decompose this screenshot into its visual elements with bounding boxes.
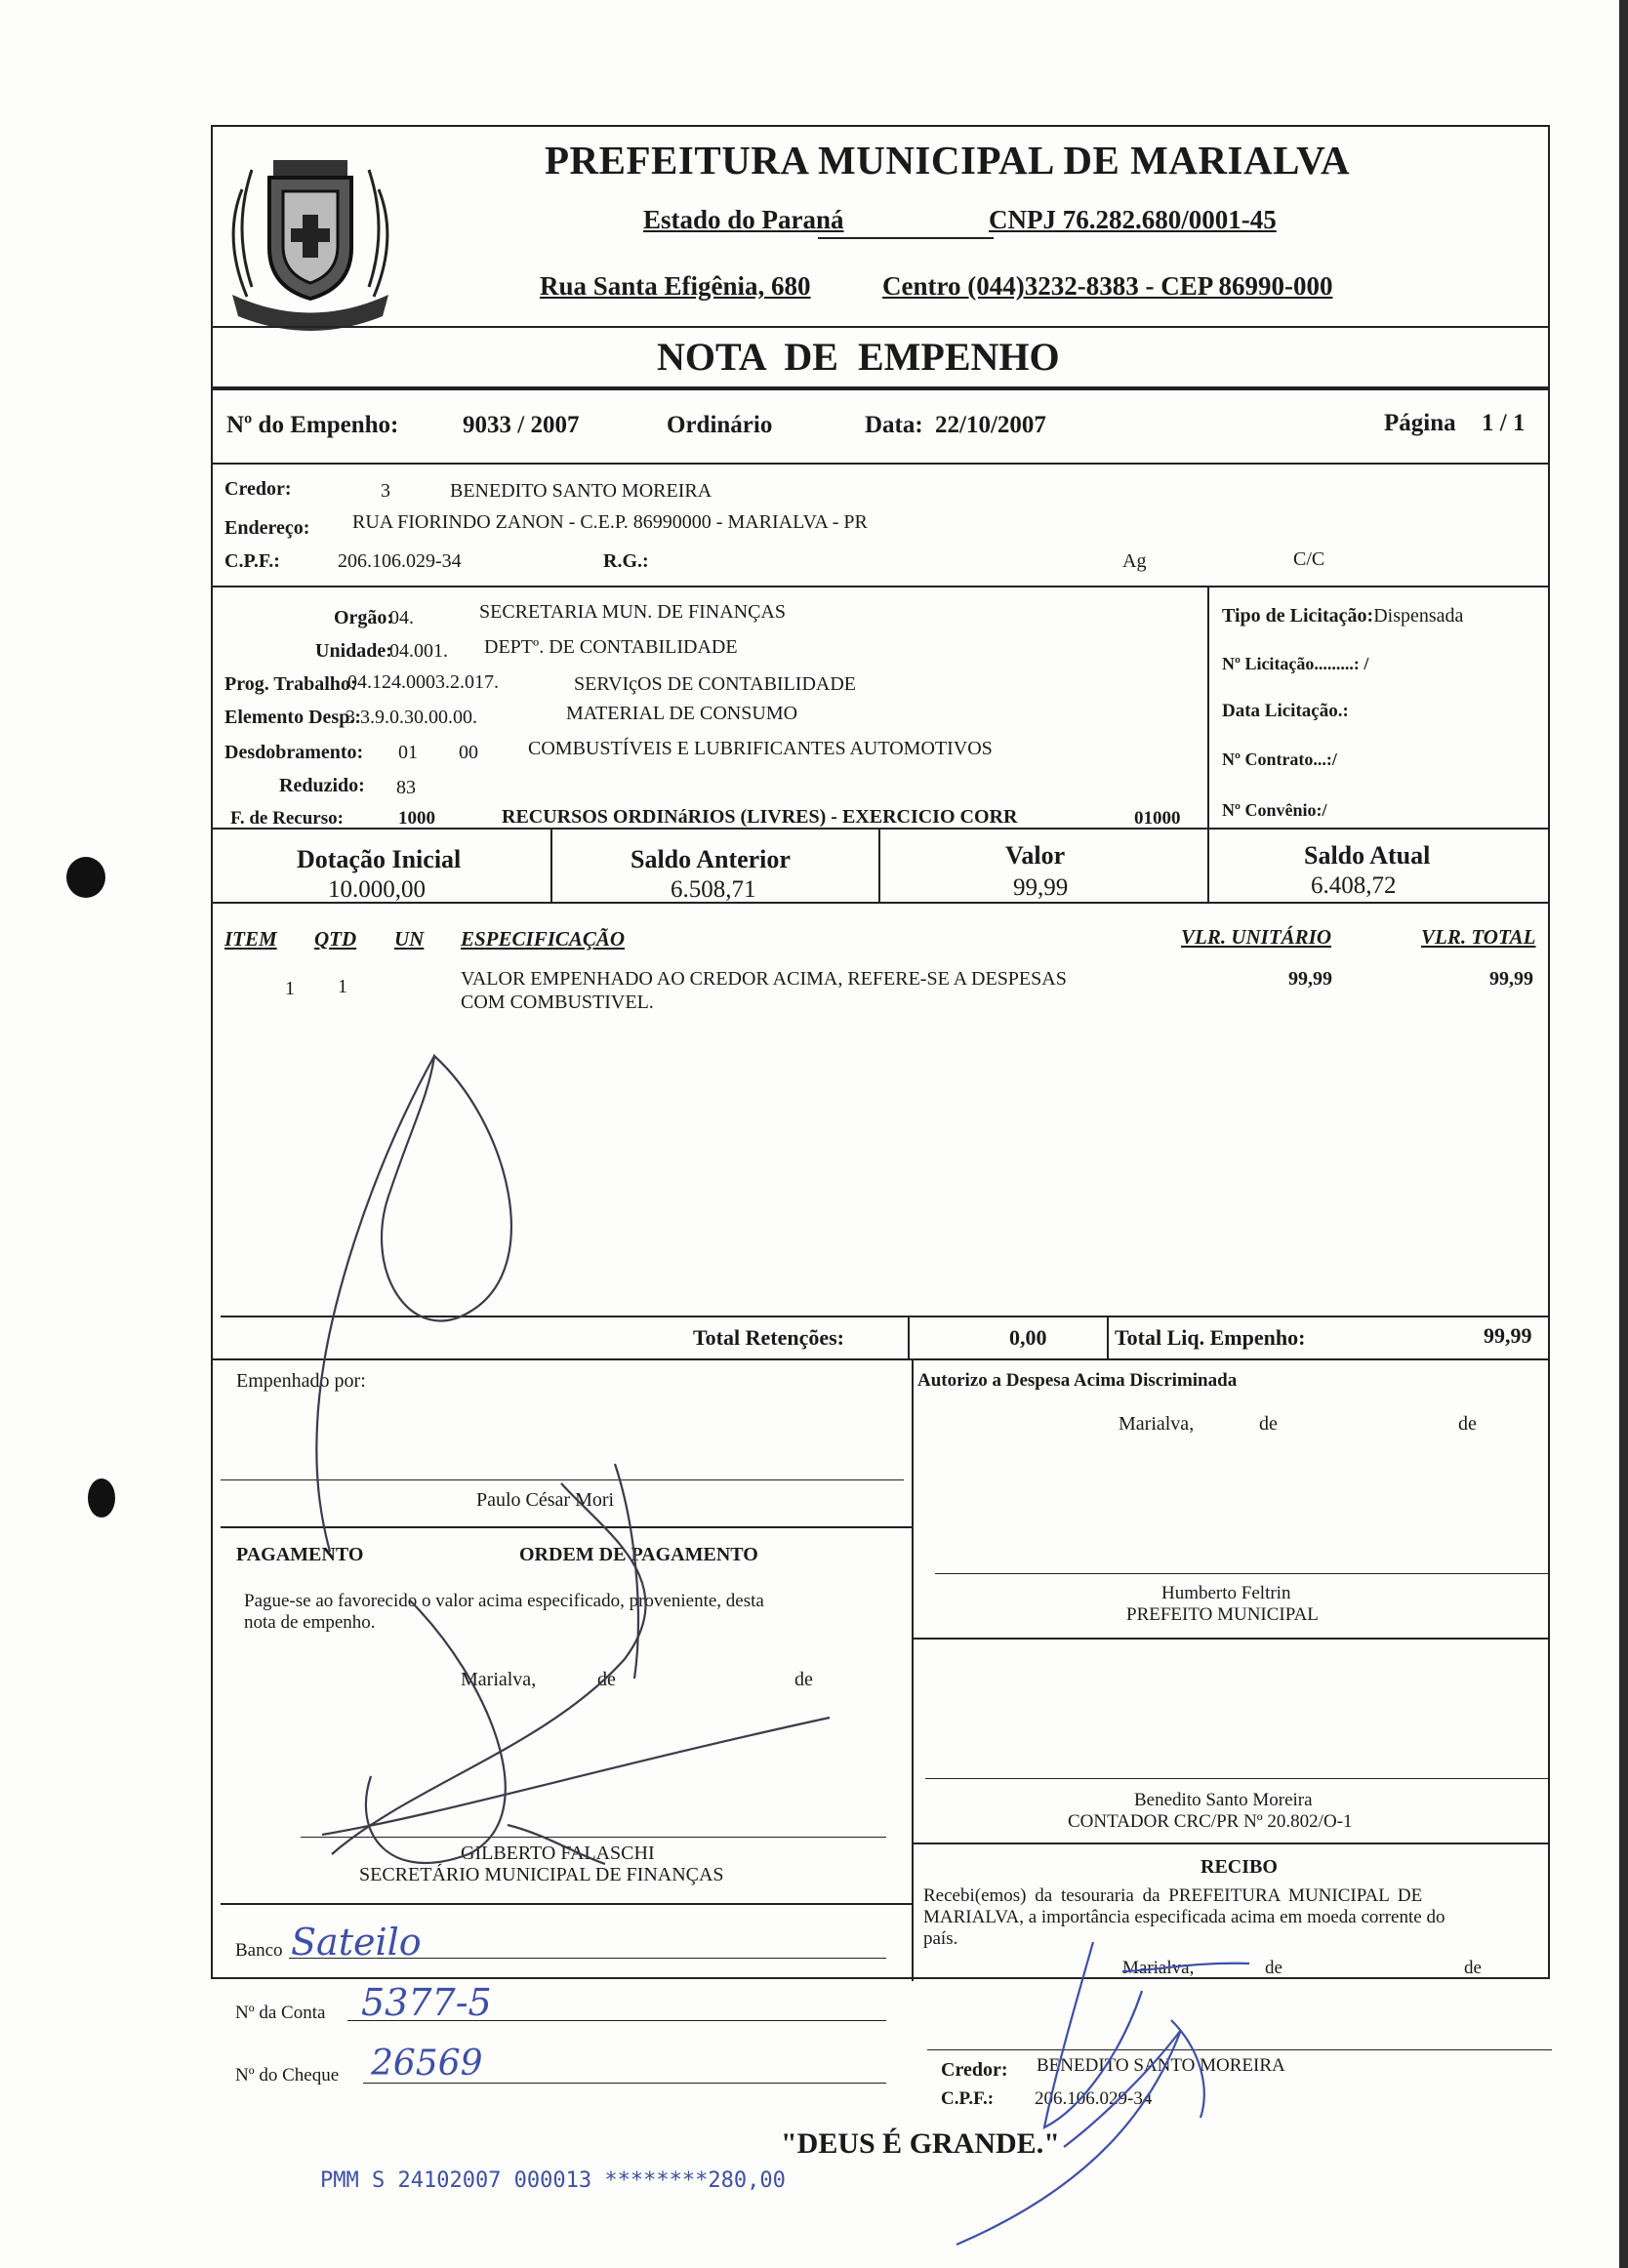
- recibo-marialva: Marialva,: [1122, 1958, 1195, 1978]
- recibo-cpf: 206.106.029-34: [1035, 2088, 1153, 2109]
- unidade-name: DEPTº. DE CONTABILIDADE: [484, 636, 738, 658]
- autorizo-marialva: Marialva,: [1119, 1413, 1195, 1435]
- banco-label: Banco: [235, 1940, 283, 1961]
- page-number: 1 / 1: [1482, 410, 1526, 436]
- footer-motto: "DEUS É GRANDE.": [781, 2127, 1060, 2160]
- pagamento-marialva: Marialva,: [461, 1669, 537, 1690]
- empenho-date: 22/10/2007: [935, 412, 1046, 438]
- recurso-label: F. de Recurso:: [230, 808, 344, 829]
- district-phone-cep: Centro (044)3232-8383 - CEP 86990-000: [882, 271, 1333, 301]
- reduzido-label: Reduzido:: [279, 775, 365, 796]
- state-name: Estado do Paraná: [643, 205, 844, 234]
- empenhado-por-label: Empenhado por:: [236, 1370, 366, 1392]
- credor-cpf: 206.106.029-34: [338, 550, 462, 572]
- recibo-text-line1: Recebi(emos) da tesouraria da PREFEITURA MUNICIPAL DE: [923, 1885, 1423, 1906]
- elemento-name: MATERIAL DE CONSUMO: [566, 703, 798, 724]
- street-address: Rua Santa Efigênia, 680: [540, 271, 811, 301]
- recibo-text-line2: MARIALVA, a importância especificada acima em moeda corrente do: [923, 1907, 1445, 1927]
- contador-title: CONTADOR CRC/PR Nº 20.802/O-1: [1068, 1811, 1353, 1832]
- reduzido-value: 83: [396, 777, 416, 798]
- desdobramento-name: COMBUSTÍVEIS E LUBRIFICANTES AUTOMOTIVOS: [528, 738, 993, 759]
- cheque-handwritten: 26569: [371, 2044, 483, 2084]
- recurso-code2: 01000: [1134, 808, 1181, 829]
- org-name: PREFEITURA MUNICIPAL DE MARIALVA: [545, 138, 1351, 182]
- ordem-pagamento-label: ORDEM DE PAGAMENTO: [519, 1544, 758, 1565]
- pagamento-text-line1: Pague-se ao favorecido o valor acima especificado, proveniente, desta: [244, 1591, 764, 1611]
- document-title: NOTA DE EMPENHO: [657, 335, 1060, 379]
- page-label: Página: [1384, 410, 1456, 436]
- empenho-number-label: Nº do Empenho:: [226, 412, 399, 438]
- prog-code: 04.124.0003.2.017.: [347, 671, 499, 693]
- orgao-label: Orgão:: [334, 607, 394, 628]
- empenho-number: 9033 / 2007: [463, 412, 580, 438]
- tipo-licitacao-value: Dispensada: [1373, 605, 1464, 627]
- endereco-label: Endereço:: [224, 517, 310, 539]
- valor-value: 99,99: [1013, 874, 1069, 901]
- convenio-label: Nº Convênio:/: [1222, 800, 1327, 820]
- secretario-title: SECRETÁRIO MUNICIPAL DE FINANÇAS: [359, 1864, 724, 1885]
- recurso-name: RECURSOS ORDINáRIOS (LIVRES) - EXERCICIO CORR: [502, 806, 1018, 828]
- bank-stamp: PMM S 24102007 000013 ********280,00: [320, 2168, 786, 2193]
- valor-label: Valor: [1005, 841, 1066, 870]
- credor-code: 3: [381, 480, 390, 502]
- conta-handwritten: 5377-5: [361, 1981, 492, 2024]
- pagamento-de-1: de: [597, 1669, 616, 1690]
- pagamento-text-line2: nota de empenho.: [244, 1612, 376, 1633]
- elemento-code: 3.3.9.0.30.00.00.: [346, 707, 477, 728]
- ag-label: Ag: [1122, 550, 1147, 572]
- credor-name: BENEDITO SANTO MOREIRA: [450, 480, 712, 502]
- prefeito-name: Humberto Feltrin: [1161, 1583, 1291, 1603]
- recibo-de-1: de: [1265, 1958, 1282, 1978]
- prog-name: SERVIçOS DE CONTABILIDADE: [574, 673, 856, 695]
- recibo-de-2: de: [1464, 1958, 1482, 1978]
- saldo-anterior-value: 6.508,71: [671, 876, 756, 903]
- cnpj: CNPJ 76.282.680/0001-45: [989, 205, 1277, 234]
- col-spec-header: ESPECIFICAÇÃO: [461, 927, 626, 951]
- cc-label: C/C: [1293, 548, 1325, 570]
- prog-label: Prog. Trabalho:: [224, 673, 357, 695]
- col-item-header: ITEM: [224, 927, 277, 951]
- recibo-cpf-label: C.P.F.:: [941, 2088, 995, 2109]
- unidade-code: 04.001.: [389, 640, 448, 662]
- elemento-label: Elemento Desp.:: [224, 707, 361, 728]
- recibo-title: RECIBO: [1201, 1856, 1278, 1878]
- retencoes-value: 0,00: [1009, 1325, 1047, 1350]
- liquido-value: 99,99: [1484, 1323, 1532, 1348]
- conta-label: Nº da Conta: [235, 2003, 326, 2023]
- item-unit-value: 99,99: [1288, 968, 1332, 990]
- item-spec-line1: VALOR EMPENHADO AO CREDOR ACIMA, REFERE-SE A DESPESAS: [461, 968, 1067, 990]
- empenho-type: Ordinário: [667, 412, 773, 438]
- item-number: 1: [285, 978, 295, 999]
- empenhado-por-name: Paulo César Mori: [476, 1489, 615, 1511]
- autorizo-de-1: de: [1259, 1413, 1278, 1435]
- pagamento-label: PAGAMENTO: [236, 1544, 364, 1565]
- saldo-atual-value: 6.408,72: [1311, 872, 1397, 899]
- contador-name: Benedito Santo Moreira: [1134, 1790, 1313, 1810]
- col-total-header: VLR. TOTAL: [1421, 925, 1536, 949]
- tipo-licitacao-label-text: Tipo de Licitação:: [1222, 605, 1374, 627]
- col-qtd-header: QTD: [314, 927, 357, 951]
- secretario-name: GILBERTO FALASCHI: [461, 1843, 655, 1864]
- col-un-header: UN: [394, 927, 425, 951]
- cpf-label: C.P.F.:: [224, 550, 280, 572]
- item-spec-line2: COM COMBUSTIVEL.: [461, 992, 654, 1013]
- liquido-label: Total Liq. Empenho:: [1115, 1325, 1306, 1350]
- banco-handwritten: Sateilo: [291, 1921, 422, 1964]
- prefeito-title: PREFEITO MUNICIPAL: [1126, 1604, 1319, 1625]
- saldo-atual-label: Saldo Atual: [1304, 841, 1431, 870]
- orgao-code: 04.: [389, 607, 414, 628]
- pagamento-de-2: de: [794, 1669, 813, 1690]
- dotacao-value: 10.000,00: [328, 876, 426, 903]
- desdobramento-code1: 01: [398, 742, 418, 763]
- recibo-credor: BENEDITO SANTO MOREIRA: [1037, 2055, 1285, 2076]
- col-unit-header: VLR. UNITÁRIO: [1181, 925, 1332, 949]
- item-total-value: 99,99: [1489, 968, 1533, 990]
- recibo-credor-label: Credor:: [941, 2059, 1008, 2081]
- cheque-label: Nº do Cheque: [235, 2065, 340, 2086]
- recibo-text-line3: país.: [923, 1928, 958, 1949]
- saldo-anterior-label: Saldo Anterior: [631, 845, 791, 873]
- retencoes-label: Total Retenções:: [693, 1325, 844, 1350]
- credor-address: RUA FIORINDO ZANON - C.E.P. 86990000 - MARIALVA - PR: [352, 511, 868, 533]
- credor-label: Credor:: [224, 478, 292, 500]
- contrato-label: Nº Contrato...:/: [1222, 749, 1337, 769]
- item-qtd: 1: [338, 976, 347, 997]
- rg-label: R.G.:: [603, 550, 649, 572]
- autorizo-label: Autorizo a Despesa Acima Discriminada: [917, 1370, 1238, 1391]
- numero-licitacao-label: Nº Licitação.........: /: [1222, 654, 1369, 673]
- recurso-code: 1000: [398, 808, 435, 829]
- desdobramento-label: Desdobramento:: [224, 742, 364, 763]
- unidade-label: Unidade:: [315, 640, 392, 662]
- autorizo-de-2: de: [1458, 1413, 1477, 1435]
- data-licitacao-label: Data Licitação.:: [1222, 701, 1349, 721]
- desdobramento-code2: 00: [459, 742, 478, 763]
- dotacao-label: Dotação Inicial: [297, 845, 462, 873]
- empenho-date-label: Data:: [865, 412, 923, 438]
- orgao-name: SECRETARIA MUN. DE FINANÇAS: [479, 601, 786, 623]
